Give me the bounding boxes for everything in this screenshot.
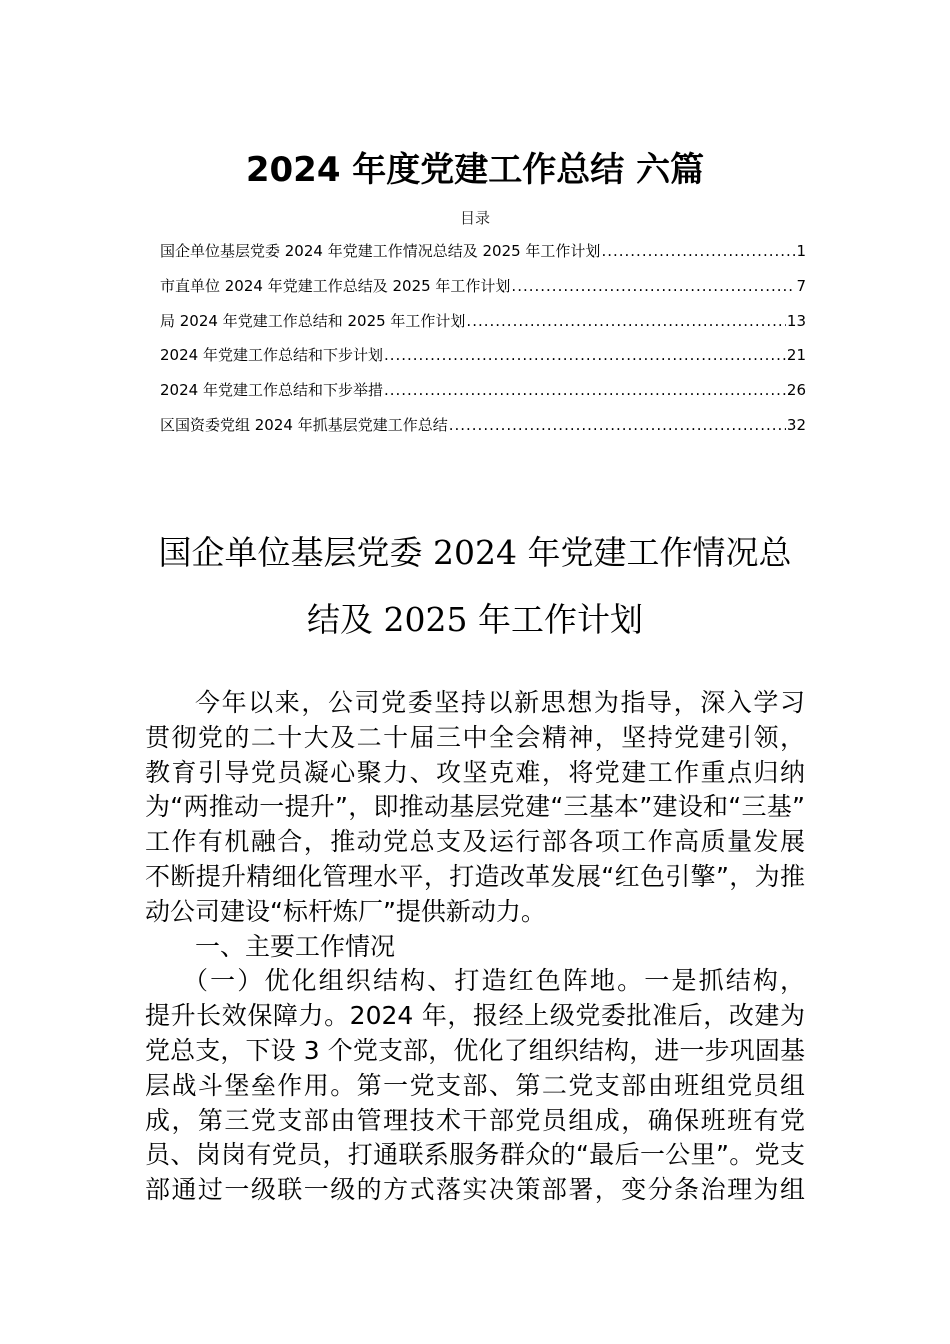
body-line: 党总支，下设 3 个党支部，优化了组织结构，进一步巩固基 bbox=[145, 1035, 805, 1065]
body-line: 动公司建设“标杆炼厂”提供新动力。 bbox=[145, 896, 546, 926]
table-of-contents bbox=[160, 240, 806, 449]
body-text bbox=[145, 686, 805, 1208]
toc-entry[interactable] bbox=[160, 414, 806, 449]
toc-entry[interactable] bbox=[160, 379, 806, 414]
toc-entry-label: 国企单位基层党委 2024 年党建工作情况总结及 2025 年工作计划 bbox=[160, 242, 601, 260]
body-line: 工作有机融合，推动党总支及运行部各项工作高质量发展 bbox=[145, 827, 805, 857]
toc-leader-dots bbox=[466, 312, 785, 330]
body-line: 贯彻党的二十大及二十届三中全会精神，坚持党建引领， bbox=[145, 722, 805, 752]
body-line: 层战斗堡垒作用。第一党支部、第二党支部由班组党员组 bbox=[145, 1070, 805, 1100]
toc-entry-label: 区国资委党组 2024 年抓基层党建工作总结 bbox=[160, 415, 448, 434]
toc-leader-dots bbox=[384, 346, 786, 364]
body-line: 提升长效保障力。2024 年，报经上级党委批准后，改建为 bbox=[145, 1001, 805, 1031]
section-title-line-1: 国企单位基层党委 2024 年党建工作情况总 bbox=[158, 533, 792, 572]
section-heading: 一、主要工作情况 bbox=[195, 931, 396, 961]
toc-entry-label: 局 2024 年党建工作总结和 2025 年工作计划 bbox=[160, 311, 466, 330]
toc-leader-dots bbox=[384, 381, 786, 399]
section-title-line-2: 结及 2025 年工作计划 bbox=[307, 600, 643, 639]
body-line: 教育引导党员凝心聚力、攻坚克难，将党建工作重点归纳 bbox=[145, 757, 805, 787]
toc-entry[interactable] bbox=[160, 275, 806, 310]
body-line: 为“两推动一提升”，即推动基层党建“三基本”建设和“三基” bbox=[145, 792, 805, 822]
toc-entry-page: 7 bbox=[796, 276, 806, 295]
toc-entry-page: 13 bbox=[786, 311, 806, 330]
toc-leader-dots bbox=[449, 416, 786, 434]
toc-entry[interactable] bbox=[160, 240, 806, 275]
document-title: 2024 年度党建工作总结 六篇 bbox=[245, 150, 705, 190]
toc-entry-label: 2024 年党建工作总结和下步计划 bbox=[160, 346, 383, 365]
body-line: 今年以来，公司党委坚持以新思想为指导，深入学习 bbox=[195, 688, 805, 717]
toc-entry-label: 市直单位 2024 年党建工作总结及 2025 年工作计划 bbox=[160, 276, 511, 295]
toc-entry-page: 1 bbox=[796, 242, 806, 260]
toc-heading: 目录 bbox=[459, 209, 490, 227]
toc-entry[interactable] bbox=[160, 310, 806, 345]
toc-leader-dots bbox=[511, 277, 795, 295]
body-line: 不断提升精细化管理水平，打造改革发展“红色引擎”，为推 bbox=[145, 861, 805, 891]
toc-entry-page: 26 bbox=[786, 381, 806, 400]
toc-entry-page: 32 bbox=[786, 415, 806, 434]
toc-leader-dots bbox=[601, 242, 795, 260]
toc-entry[interactable] bbox=[160, 344, 806, 379]
body-line: 部通过一级联一级的方式落实决策部署，变分条治理为组 bbox=[145, 1175, 805, 1205]
toc-entry-label: 2024 年党建工作总结和下步举措 bbox=[160, 381, 383, 400]
body-line: 员、岗岗有党员，打通联系服务群众的“最后一公里”。党支 bbox=[145, 1140, 805, 1170]
subsection-heading-line: （一）优化组织结构、打造红色阵地。一是抓结构， bbox=[183, 966, 805, 996]
body-line: 成，第三党支部由管理技术干部党员组成，确保班班有党 bbox=[145, 1105, 805, 1135]
toc-entry-page: 21 bbox=[786, 346, 806, 365]
